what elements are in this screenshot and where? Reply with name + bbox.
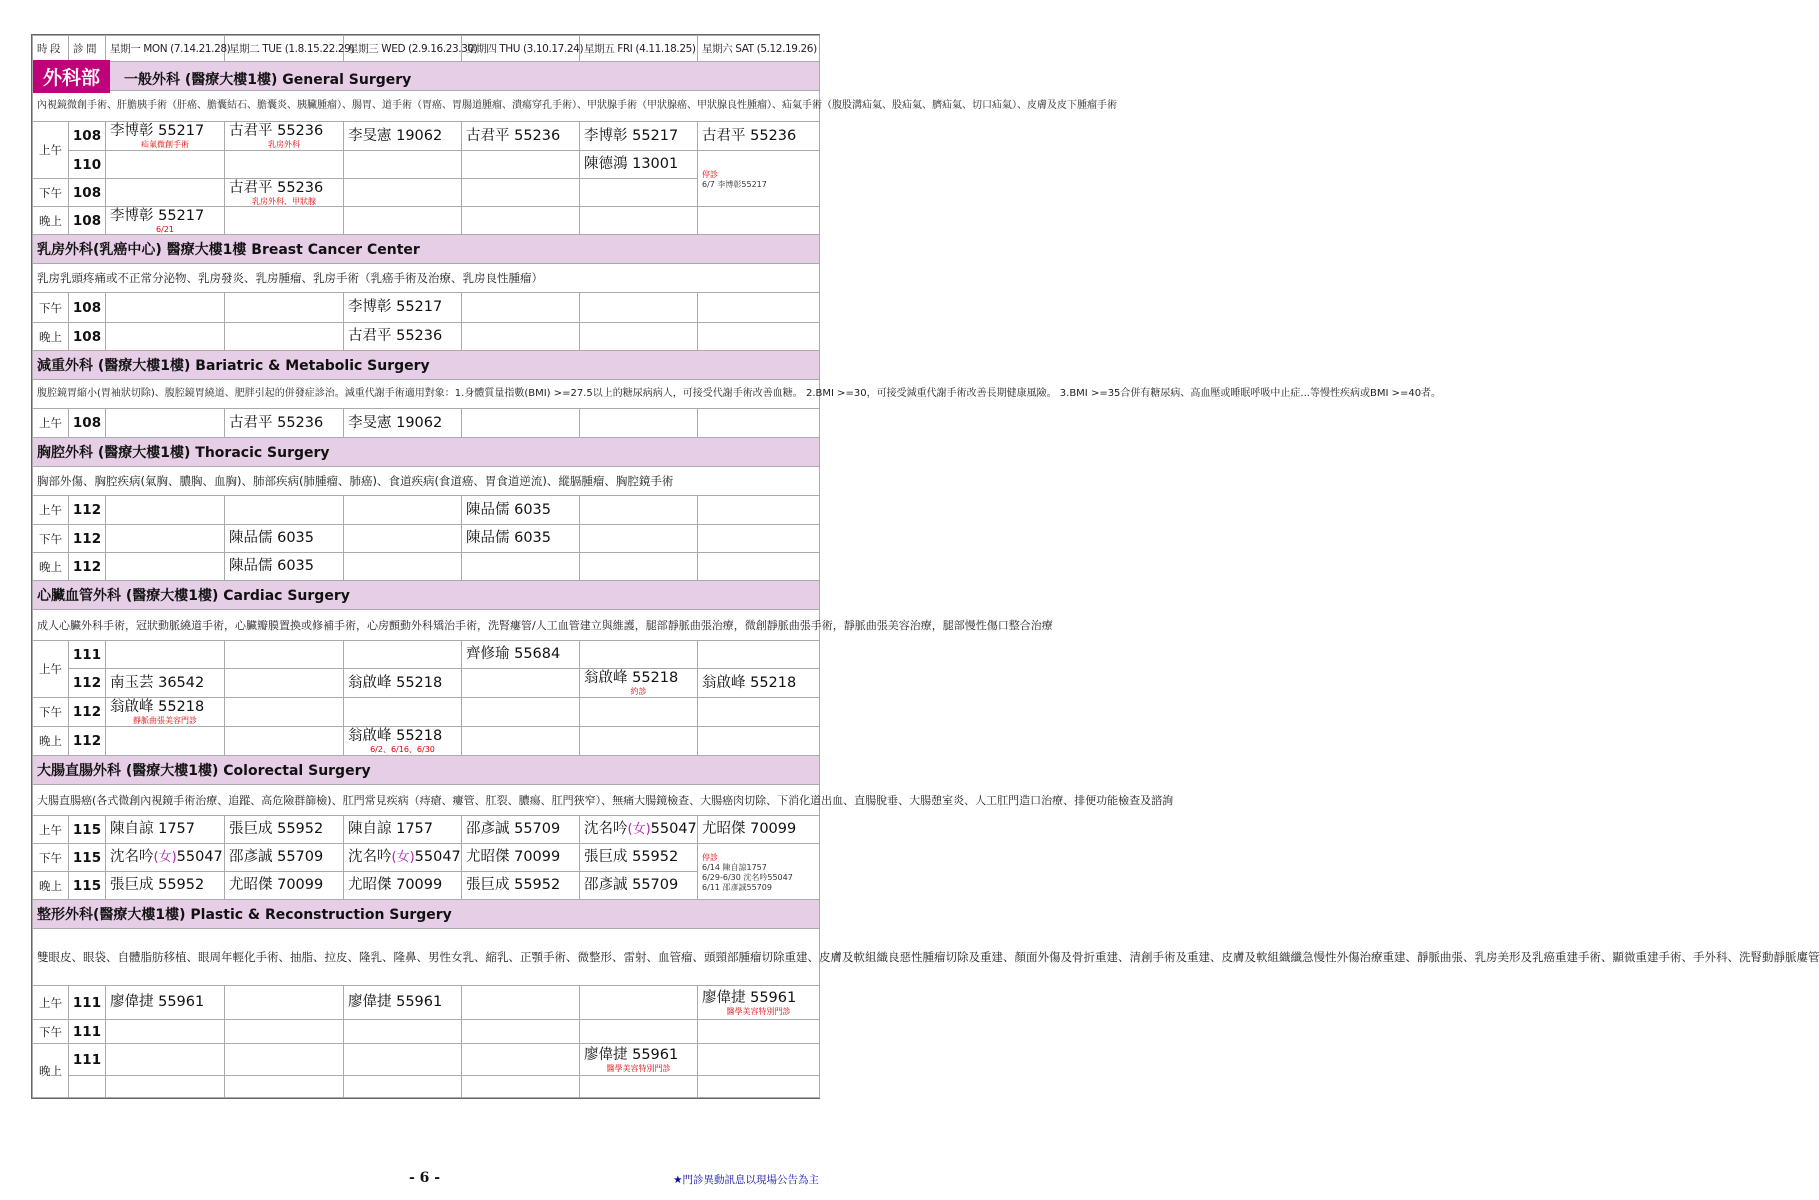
header-session: 時 段 <box>33 36 69 62</box>
doctor-cell: 古君平 55236 <box>229 179 324 196</box>
section-cardiac <box>33 581 820 610</box>
section-bariatric <box>33 351 820 380</box>
doctor-cell: 翁啟峰 55218 <box>344 669 462 698</box>
cell-note: 醫學美容特別門診 <box>726 1006 791 1016</box>
table-row: 上午 111 廖偉捷 55961 廖偉捷 55961 廖偉捷 55961 醫學美容特別門診 <box>33 986 820 1020</box>
doctor-cell: 李博彰 55217 <box>344 293 462 323</box>
table-row: 上午 111 齊修瑜 55684 <box>33 641 820 669</box>
section-description: 雙眼皮、眼袋、自體脂肪移植、眼周年輕化手術、抽脂、拉皮、隆乳、隆鼻、男性女乳、縮乳、正顎手術、微整形、雷射、血管瘤、頭頸部腫瘤切除重建、皮膚及軟組織良惡性腫瘤切除及重建、顏面外傷及骨折重建、清創手術及重建、皮膚及軟組織纖急慢性外傷治療重建、靜脈曲張、乳房美形及乳癌重建手術、顯微重建手術、手外科、洗腎動靜脈廔管 <box>33 929 820 986</box>
cell-note: 靜脈曲張美容門診 <box>133 716 197 725</box>
cell-note: 乳房外科 <box>268 140 300 149</box>
section-description: 胸部外傷、胸腔疾病(氣胸、膿胸、血胸)、肺部疾病(肺腫瘤、肺癌)、食道疾病(食道癌、胃食道逆流)、縱膈腫瘤、胸腔鏡手術 <box>33 467 820 496</box>
table-row: 110 陳德鴻 13001 停診 6/7 李博彰55217 <box>33 151 820 179</box>
doctor-cell: 廖偉捷 55961 <box>702 989 797 1006</box>
department-tag: 外科部 <box>33 60 110 93</box>
table-row: 上午 108 古君平 55236 李旻憲 19062 <box>33 409 820 438</box>
doctor-cell: 廖偉捷 55961 <box>344 986 462 1020</box>
doctor-cell: 古君平 55236 <box>698 122 820 151</box>
cell-note: 疝氣微創手術 <box>141 140 189 149</box>
section-title: 心臟血管外科 (醫療大樓1樓) Cardiac Surgery <box>33 581 820 610</box>
doctor-cell: 翁啟峰 55218 <box>584 670 679 686</box>
section-plastic <box>33 900 820 929</box>
doctor-cell: 翁啟峰 55218 <box>110 699 205 715</box>
section-description: 內視鏡微創手術、肝膽胰手術（肝癌、膽囊結石、膽囊炎、胰臟腫瘤）、腸胃、道手術（胃癌、胃腸道腫瘤、潰瘍穿孔手術）、甲狀腺手術（甲狀腺癌、甲狀腺良性腫瘤）、疝氣手術（腹股溝疝氣、股疝氣、臍疝氣、切口疝氣）、皮膚及皮下腫瘤手術 <box>33 91 820 122</box>
doctor-cell: 邵彥誠 55709 <box>580 872 698 900</box>
doctor-cell: 張巨成 55952 <box>462 872 580 900</box>
suspension-note: 停診 6/7 李博彰55217 <box>698 151 820 207</box>
section-general-surgery <box>33 62 820 91</box>
table-row: 下午 108 古君平 55236 乳房外科、甲狀腺 <box>33 179 820 207</box>
doctor-cell: 尤昭傑 70099 <box>698 816 820 844</box>
doctor-cell: 陳品儒 6035 <box>225 553 344 581</box>
cell-note: 乳房外科、甲狀腺 <box>252 196 316 206</box>
schedule-sheet <box>31 34 1819 1099</box>
doctor-cell: 李博彰 55217 <box>580 122 698 151</box>
doctor-cell: 尤昭傑 70099 <box>225 872 344 900</box>
doctor-cell: 翁啟峰 55218 <box>348 728 443 744</box>
table-row: 上午 115 陳自諒 1757 張巨成 55952 陳自諒 1757 邵彥誠 55709 沈名吟(女)55047 尤昭傑 70099 <box>33 816 820 844</box>
section-title: 胸腔外科 (醫療大樓1樓) Thoracic Surgery <box>33 438 820 467</box>
table-row: 112 南玉芸 36542 翁啟峰 55218 翁啟峰 55218 約診 翁啟峰 55218 <box>33 669 820 698</box>
doctor-cell: 翁啟峰 55218 <box>698 669 820 698</box>
table-row: 下午 112 陳品儒 6035 陳品儒 6035 <box>33 525 820 553</box>
doctor-cell: 沈名吟(女)55047 <box>106 844 225 872</box>
doctor-cell: 南玉芸 36542 <box>106 669 225 698</box>
section-description: 乳房乳頭疼痛或不正常分泌物、乳房發炎、乳房腫瘤、乳房手術（乳癌手術及治療、乳房良性腫瘤） <box>33 264 820 293</box>
doctor-cell: 李旻憲 19062 <box>344 409 462 438</box>
doctor-cell: 尤昭傑 70099 <box>462 844 580 872</box>
cell-note: 約診 <box>630 687 647 696</box>
section-description: 腹腔鏡胃縮小(胃袖狀切除)、腹腔鏡胃繞道、肥胖引起的併發症診治。減重代謝手術適用對象：1.身體質量指數(BMI) >=27.5以上的糖尿病病人，可接受代謝手術改善血糖。 2.BMI >=30，可接受減重代謝手術改善長期健康風險。 3.BMI >=35合併有糖尿病、高血壓或睡眠呼吸中止症...等慢性疾病或BMI >=40者。 <box>33 380 820 409</box>
cell-note: 醫學美容特別門診 <box>606 1063 671 1073</box>
doctor-cell: 李博彰 55217 <box>110 123 205 139</box>
page-number: - 6 - <box>408 1170 441 1186</box>
doctor-cell: 古君平 55236 <box>229 123 324 139</box>
table-row: 下午 112 翁啟峰 55218 靜脈曲張美容門診 <box>33 698 820 727</box>
table-row: 晚上 111 廖偉捷 55961 醫學美容特別門診 <box>33 1044 820 1076</box>
section-title: 減重外科 (醫療大樓1樓) Bariatric & Metabolic Surgery <box>33 351 820 380</box>
header-row <box>33 36 820 62</box>
doctor-cell: 張巨成 55952 <box>580 844 698 872</box>
section-thoracic <box>33 438 820 467</box>
doctor-cell: 齊修瑜 55684 <box>462 641 580 669</box>
header-fri: 星期五 FRI (4.11.18.25) <box>580 36 698 62</box>
section-description: 大腸直腸癌(各式微創內視鏡手術治療、追蹤、高危險群篩檢)、肛門常見疾病（痔瘡、瘻管、肛裂、膿瘍、肛門狹窄）、無痛大腸鏡檢查、大腸癌肉切除、下消化道出血、直腸脫垂、大腸憩室炎、人工肛門造口治療、排便功能檢查及諮詢 <box>33 785 820 816</box>
doctor-cell: 陳品儒 6035 <box>462 496 580 525</box>
doctor-cell: 廖偉捷 55961 <box>584 1046 679 1063</box>
doctor-cell: 沈名吟(女)55047 <box>580 816 698 844</box>
doctor-cell: 陳自諒 1757 <box>106 816 225 844</box>
doctor-cell: 古君平 55236 <box>462 122 580 151</box>
table-row: 下午 115 沈名吟(女)55047 邵彥誠 55709 沈名吟(女)55047 尤昭傑 70099 張巨成 55952 停診 6/14 陳自諒1757 6/29-6/30 沈名吟55047 6/11 邵彥誠55709 <box>33 844 820 872</box>
doctor-cell: 古君平 55236 <box>225 409 344 438</box>
header-tue: 星期二 TUE (1.8.15.22.29) <box>225 36 344 62</box>
doctor-cell: 邵彥誠 55709 <box>225 844 344 872</box>
section-title: 乳房外科(乳癌中心) 醫療大樓1樓 Breast Cancer Center <box>33 235 820 264</box>
doctor-cell: 陳品儒 6035 <box>462 525 580 553</box>
header-mon: 星期一 MON (7.14.21.28) <box>106 36 225 62</box>
header-sat: 星期六 SAT (5.12.19.26) <box>698 36 820 62</box>
doctor-cell: 邵彥誠 55709 <box>462 816 580 844</box>
doctor-cell: 陳德鴻 13001 <box>580 151 698 179</box>
section-title: 一般外科 (醫療大樓1樓) General Surgery <box>124 71 412 88</box>
doctor-cell: 陳品儒 6035 <box>225 525 344 553</box>
cell-note: 6/2、6/16、6/30 <box>370 745 435 754</box>
table-row: 上午 112 陳品儒 6035 <box>33 496 820 525</box>
doctor-cell: 李旻憲 19062 <box>344 122 462 151</box>
table-row: 晚上 115 張巨成 55952 尤昭傑 70099 尤昭傑 70099 張巨成 55952 邵彥誠 55709 <box>33 872 820 900</box>
doctor-cell: 張巨成 55952 <box>106 872 225 900</box>
doctor-cell: 李博彰 55217 <box>110 207 205 224</box>
table-row: 晚上 108 古君平 55236 <box>33 323 820 351</box>
doctor-cell: 沈名吟(女)55047 <box>344 844 462 872</box>
doctor-cell: 陳自諒 1757 <box>344 816 462 844</box>
section-colorectal <box>33 756 820 785</box>
section-title: 整形外科(醫療大樓1樓) Plastic & Reconstruction Surgery <box>33 900 820 929</box>
section-description: 成人心臟外科手術，冠狀動脈繞道手術，心臟瓣膜置換或修補手術，心房顫動外科矯治手術，洗腎瘻管/人工血管建立與維護，腿部靜脈曲張治療，微創靜脈曲張手術，靜脈曲張美容治療，腿部慢性傷口整合治療 <box>33 610 820 641</box>
section-title: 大腸直腸外科 (醫療大樓1樓) Colorectal Surgery <box>33 756 820 785</box>
section-breast <box>33 235 820 264</box>
table-row: 下午 108 李博彰 55217 <box>33 293 820 323</box>
table-row: 晚上 108 李博彰 55217 6/21 <box>33 207 820 235</box>
doctor-cell: 廖偉捷 55961 <box>106 986 225 1020</box>
suspension-note: 停診 6/14 陳自諒1757 6/29-6/30 沈名吟55047 6/11 邵彥誠55709 <box>698 844 820 900</box>
table-row: 上午 108 李博彰 55217 疝氣微創手術 古君平 55236 乳房外科 李旻憲 19062 古君平 55236 李博彰 55217 古君平 55236 <box>33 122 820 151</box>
footer-note: ★門診異動訊息以現場公告為主 <box>673 1174 819 1186</box>
table-row: 下午 111 <box>33 1020 820 1044</box>
header-room: 診 間 <box>69 36 106 62</box>
doctor-cell: 張巨成 55952 <box>225 816 344 844</box>
table-row <box>33 1076 820 1098</box>
header-wed: 星期三 WED (2.9.16.23.30) <box>344 36 462 62</box>
doctor-cell: 古君平 55236 <box>344 323 462 351</box>
cell-note: 6/21 <box>156 224 174 234</box>
schedule-table <box>32 35 1819 1098</box>
header-thu: 星期四 THU (3.10.17.24) <box>462 36 580 62</box>
doctor-cell: 尤昭傑 70099 <box>344 872 462 900</box>
table-row: 晚上 112 翁啟峰 55218 6/2、6/16、6/30 <box>33 727 820 756</box>
table-row: 晚上 112 陳品儒 6035 <box>33 553 820 581</box>
